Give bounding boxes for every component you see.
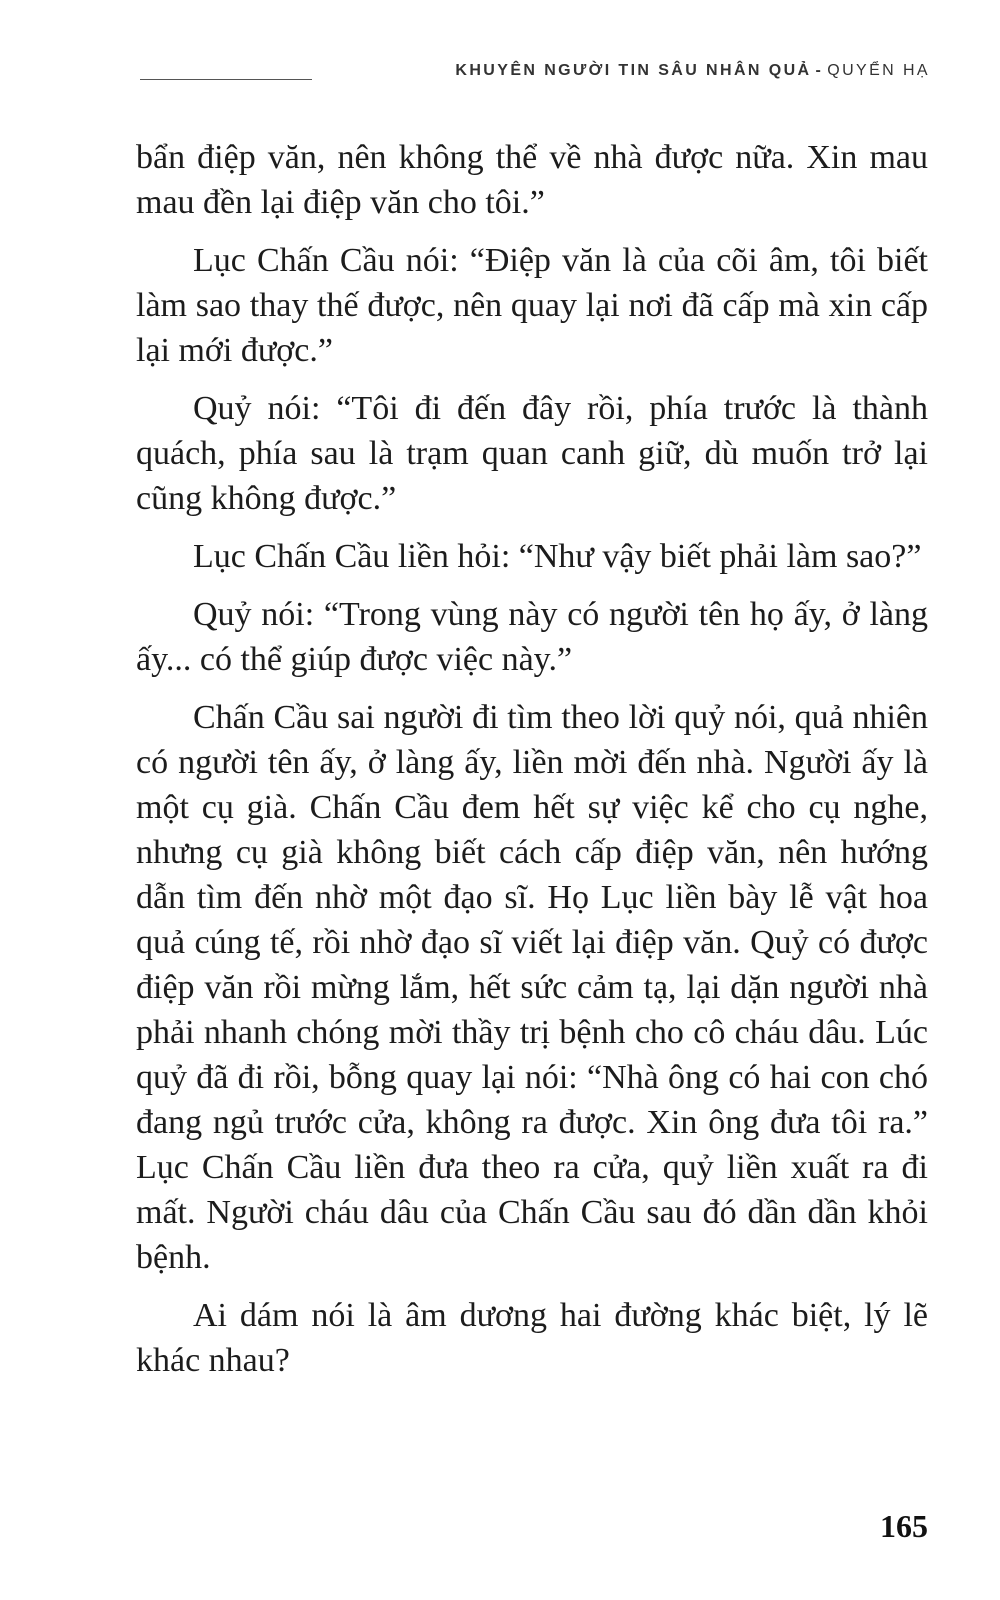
title-separator: - — [815, 62, 824, 79]
paragraph: Chấn Cầu sai người đi tìm theo lời quỷ nói, quả nhiên có người tên ấy, ở làng ấy, liền mời đến nhà. Người ấy là một cụ già. Chấn Cầu đem hết sự việc kể cho cụ nghe, nhưng cụ già không biết cách cấp điệp văn, nên hướng dẫn tìm đến nhờ một đạo sĩ. Họ Lục liền bày lễ vật hoa quả cúng tế, rồi nhờ đạo sĩ viết lại điệp văn. Quỷ có được điệp văn rồi mừng lắm, hết sức cảm tạ, lại dặn người nhà phải nhanh chóng mời thầy trị bệnh cho cô cháu dâu. Lúc quỷ đã đi rồi, bỗng quay lại nói: “Nhà ông có hai con chó đang ngủ trước cửa, không ra được. Xin ông đưa tôi ra.” Lục Chấn Cầu liền đưa theo ra cửa, quỷ liền xuất ra đi mất. Người cháu dâu của Chấn Cầu sau đó dần dần khỏi bệnh. — [136, 699, 928, 1276]
paragraph: Ai dám nói là âm dương hai đường khác biệt, lý lẽ khác nhau? — [136, 1297, 928, 1379]
page-body — [136, 135, 928, 1396]
paragraph: Lục Chấn Cầu nói: “Điệp văn là của cõi âm, tôi biết làm sao thay thế được, nên quay lại nơi đã cấp mà xin cấp lại mới được.” — [136, 242, 928, 369]
paragraph: Quỷ nói: “Trong vùng này có người tên họ ấy, ở làng ấy... có thể giúp được việc này.” — [136, 596, 928, 678]
paragraph-continued: bẩn điệp văn, nên không thể về nhà được nữa. Xin mau mau đền lại điệp văn cho tôi.” — [136, 139, 928, 221]
book-title: KHUYÊN NGƯỜI TIN SÂU NHÂN QUẢ — [455, 62, 812, 79]
page-number: 165 — [880, 1508, 928, 1544]
running-header — [140, 62, 930, 86]
header-rule — [140, 79, 312, 80]
paragraph: Quỷ nói: “Tôi đi đến đây rồi, phía trước là thành quách, phía sau là trạm quan canh giữ, dù muốn trở lại cũng không được.” — [136, 390, 928, 517]
running-title — [455, 62, 930, 80]
paragraph: Lục Chấn Cầu liền hỏi: “Như vậy biết phải làm sao?” — [193, 538, 922, 575]
volume-label: QUYỂN HẠ — [827, 62, 930, 79]
